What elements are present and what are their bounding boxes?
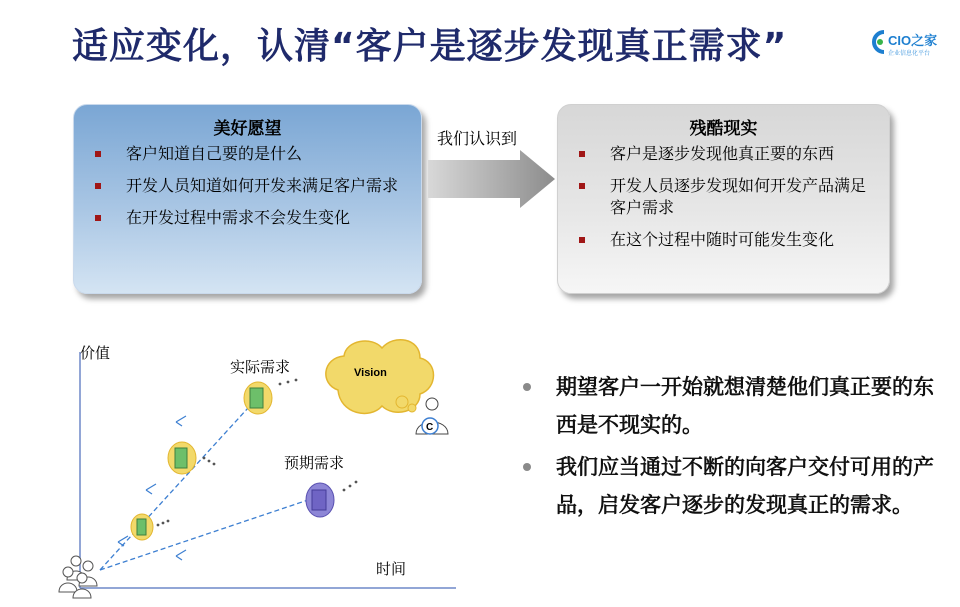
square-bullet-icon — [579, 237, 585, 243]
wish-item-text: 开发人员知道如何开发来满足客户需求 — [126, 176, 399, 195]
customer-badge: C — [426, 422, 434, 433]
actual-path-line — [100, 408, 248, 570]
customer-icon — [416, 398, 448, 434]
square-bullet-icon — [95, 215, 101, 221]
actual-needs-label: 实际需求 — [230, 359, 291, 376]
logo-mark-icon — [866, 24, 890, 60]
logo-subtitle: 企业信息化平台 — [888, 51, 931, 57]
square-bullet-icon — [95, 151, 101, 157]
reality-item-text: 客户是逐步发现他真正要的东西 — [610, 144, 835, 163]
wish-item — [92, 175, 413, 197]
cloud-step-2 — [168, 442, 215, 474]
logo — [866, 24, 956, 64]
arrow-label: 我们认识到 — [437, 129, 518, 148]
expected-needs-label: 预期需求 — [284, 455, 345, 472]
reality-box-title: 残酷现实 — [689, 119, 758, 139]
requirements-diagram — [58, 330, 458, 600]
people-crowd-icon — [59, 556, 97, 598]
reality-item-text: 开发人员逐步发现如何开发产品满足客户需求 — [610, 176, 867, 217]
key-points — [518, 368, 938, 528]
key-point-text: 期望客户一开始就想清楚他们真正要的东西是不现实的。 — [556, 375, 934, 437]
vision-label: Vision — [354, 367, 387, 379]
page-title: 适应变化，认清“客户是逐步发现真正需求” — [72, 26, 788, 67]
wish-box-title: 美好愿望 — [213, 119, 282, 139]
cloud-step-3 — [244, 379, 297, 414]
y-axis-label: 价值 — [80, 345, 111, 362]
vision-cloud — [326, 340, 434, 414]
wish-box — [73, 104, 422, 294]
wish-item-text: 客户知道自己要的是什么 — [126, 144, 303, 163]
square-bullet-icon — [579, 183, 585, 189]
reality-item — [576, 175, 881, 219]
right-arrow-icon — [428, 150, 556, 208]
reality-item — [576, 143, 881, 165]
expected-path-line — [100, 500, 308, 570]
square-bullet-icon — [579, 151, 585, 157]
wish-item — [92, 143, 413, 165]
x-axis-label: 时间 — [376, 561, 407, 578]
key-point — [518, 448, 938, 524]
wish-item — [92, 207, 413, 229]
wish-item-text: 在开发过程中需求不会发生变化 — [126, 208, 351, 227]
square-bullet-icon — [95, 183, 101, 189]
logo-text: CIO之家 — [888, 33, 938, 48]
round-bullet-icon — [523, 383, 531, 391]
reality-list — [576, 143, 881, 261]
key-point — [518, 368, 938, 444]
reality-box — [557, 104, 890, 294]
round-bullet-icon — [523, 463, 531, 471]
expected-product-cloud — [306, 481, 357, 517]
reality-item-text: 在这个过程中随时可能发生变化 — [610, 230, 835, 249]
wish-list — [92, 143, 413, 239]
key-point-text: 我们应当通过不断的向客户交付可用的产品，启发客户逐步的发现真正的需求。 — [556, 455, 934, 517]
cloud-step-1 — [131, 514, 169, 540]
reality-item — [576, 229, 881, 251]
